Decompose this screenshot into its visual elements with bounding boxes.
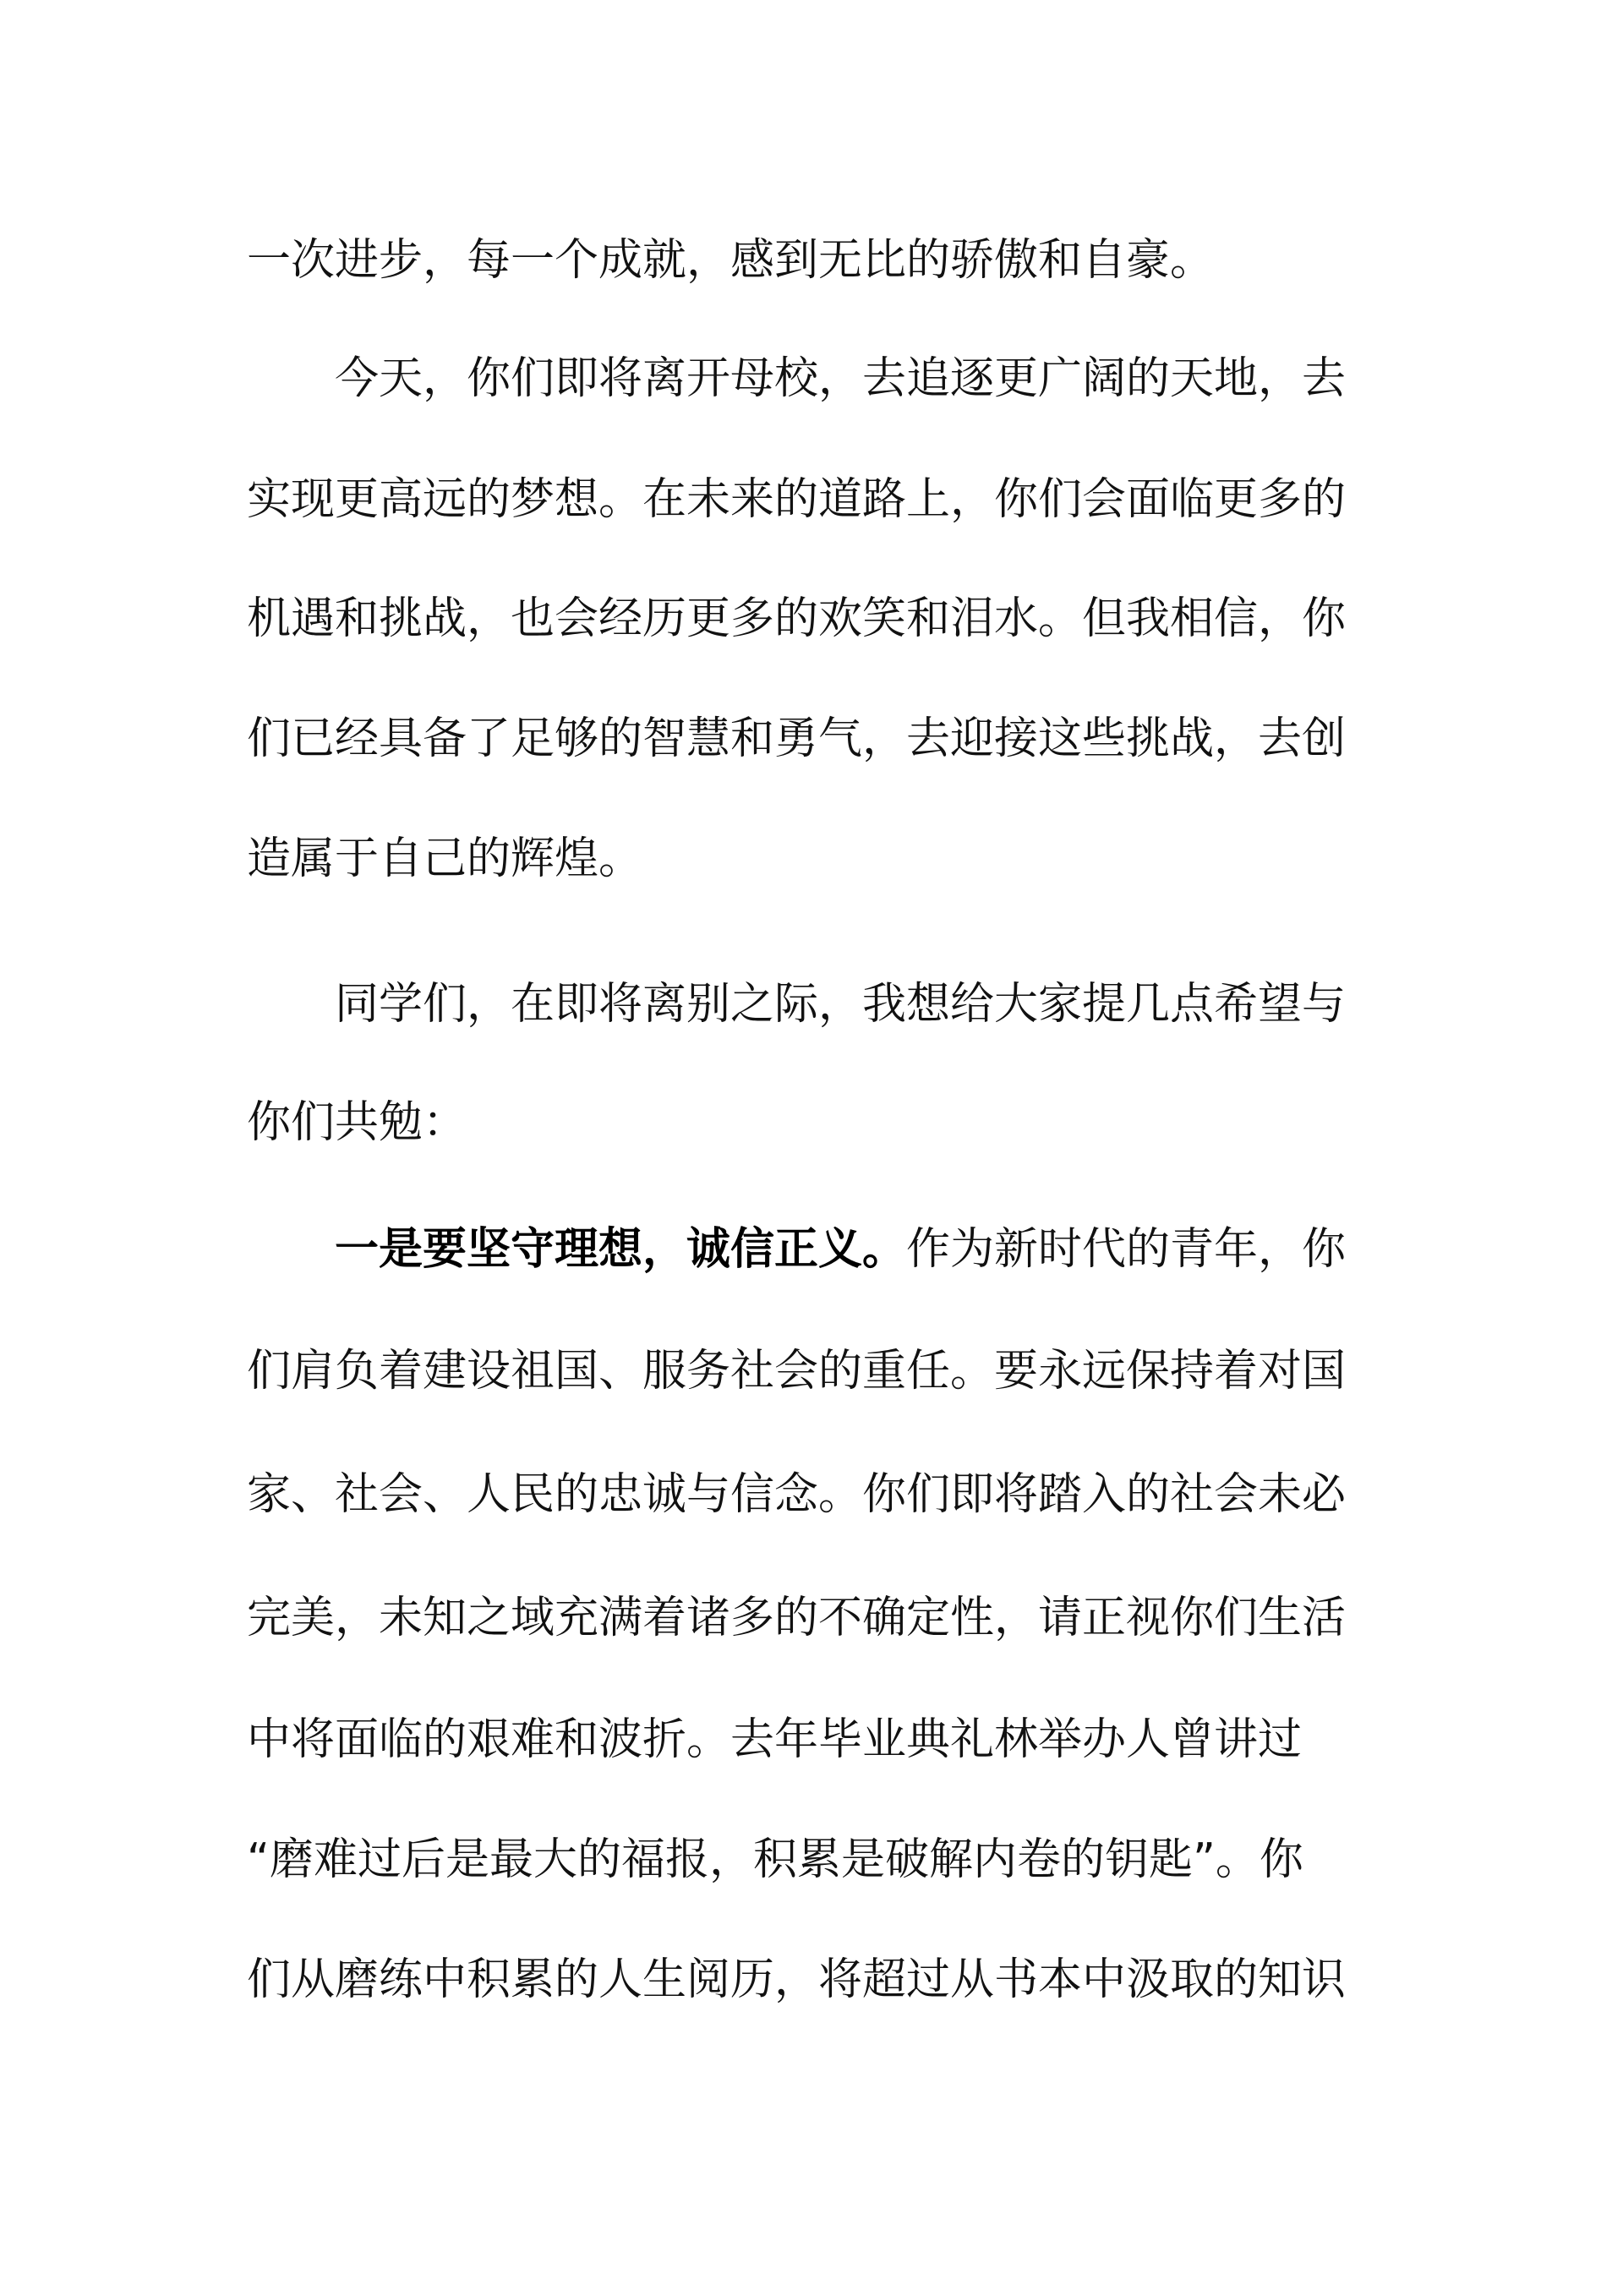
text-line: 你们共勉： [247, 1097, 467, 1148]
text-line: 造属于自己的辉煌。 [247, 834, 643, 884]
text-line: 们已经具备了足够的智慧和勇气，去迎接这些挑战，去创 [247, 713, 1347, 764]
text-line: 一次进步，每一个成就，感到无比的骄傲和自豪。 [247, 235, 1215, 286]
text-line: 中将面临的艰难和波折。去年毕业典礼林举办人曾讲过 [247, 1714, 1303, 1765]
text-line: 同学们，在即将离别之际，我想给大家提几点希望与 [335, 979, 1347, 1030]
text-line: “磨难过后是最大的福报，积累是破解内卷的钥匙”。你 [247, 1834, 1303, 1885]
text-line: 家、社会、人民的忠诚与信念。你们即将踏入的社会未必 [247, 1469, 1347, 1520]
text-line: 实现更高远的梦想。在未来的道路上，你们会面临更多的 [247, 474, 1347, 525]
text-line: 们从磨练中积累的人生阅历，将超过从书本中汲取的知识 [247, 1954, 1347, 2005]
text-line: 机遇和挑战，也会经历更多的欢笑和泪水。但我相信，你 [247, 593, 1347, 644]
paragraph-first-line [335, 1216, 1380, 1283]
text-line: 们肩负着建设祖国、服务社会的重任。要永远保持着对国 [247, 1346, 1347, 1397]
text-line: 完美，未知之域充满着诸多的不确定性，请正视你们生活 [247, 1593, 1347, 1643]
bold-heading: 一是要坚守理想，诚信正义。 [335, 1224, 907, 1275]
text-line: 今天，你们即将离开母校，去追逐更广阔的天地，去 [335, 353, 1347, 404]
text-line: 作为新时代的青年，你 [906, 1224, 1347, 1275]
